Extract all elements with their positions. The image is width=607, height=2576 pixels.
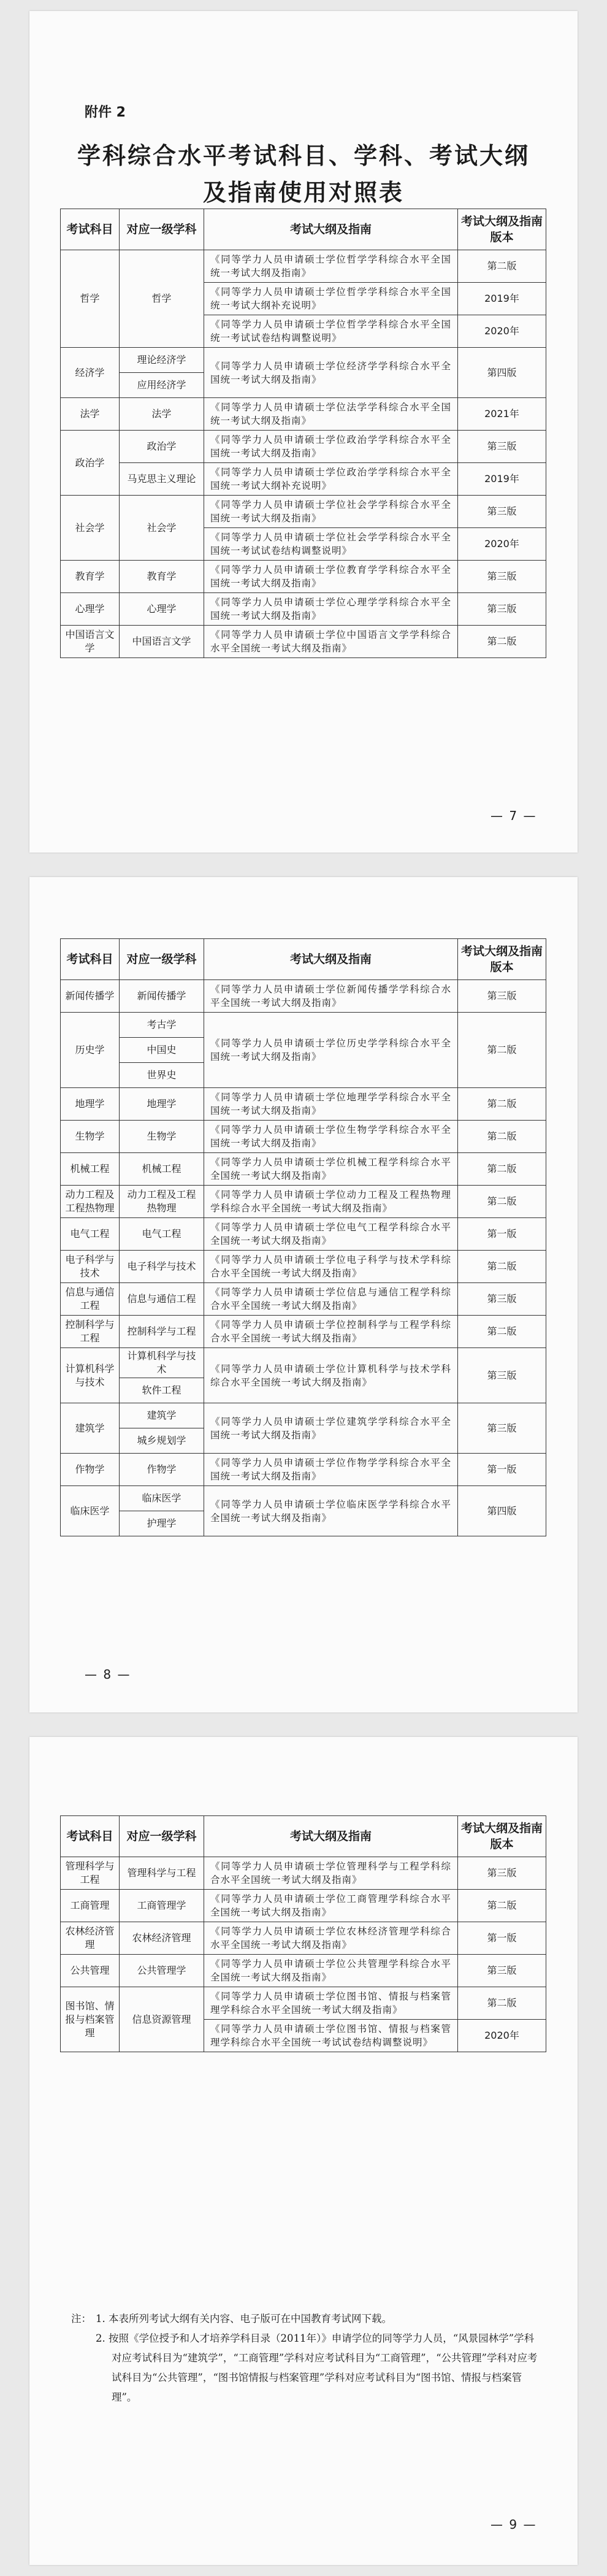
table-row — [61, 1218, 546, 1251]
table-row — [61, 496, 546, 528]
guide-cell: 《同等学力人员申请硕士学位工商管理学科综合水平全国统一考试大纲及指南》 — [204, 1890, 458, 1922]
guide-cell: 《同等学力人员申请硕士学位法学学科综合水平全国统一考试大纲及指南》 — [204, 398, 458, 431]
column-header: 对应一级学科 — [120, 1816, 204, 1857]
column-header: 对应一级学科 — [120, 209, 204, 250]
comparison-table-page-8 — [60, 938, 546, 1536]
guide-cell: 《同等学力人员申请硕士学位政治学学科综合水平全国统一考试大纲及指南》 — [204, 431, 458, 463]
discipline-cell: 哲学 — [120, 250, 204, 348]
guide-cell: 《同等学力人员申请硕士学位电气工程学科综合水平全国统一考试大纲及指南》 — [204, 1218, 458, 1251]
subject-cell: 中国语言文学 — [61, 626, 120, 658]
version-cell: 第一版 — [458, 1218, 546, 1251]
subject-cell: 教育学 — [61, 561, 120, 593]
table-row — [61, 561, 546, 593]
table-row — [61, 980, 546, 1013]
guide-cell: 《同等学力人员申请硕士学位地理学学科综合水平全国统一考试大纲及指南》 — [204, 1088, 458, 1121]
guide-cell: 《同等学力人员申请硕士学位哲学学科综合水平全国统一考试大纲补充说明》 — [204, 283, 458, 315]
discipline-cell: 电气工程 — [120, 1218, 204, 1251]
version-cell: 第二版 — [458, 626, 546, 658]
version-cell: 第二版 — [458, 1186, 546, 1218]
discipline-cell: 护理学 — [120, 1511, 204, 1536]
table-row — [61, 398, 546, 431]
guide-cell: 《同等学力人员申请硕士学位教育学学科综合水平全国统一考试大纲及指南》 — [204, 561, 458, 593]
subject-cell: 建筑学 — [61, 1403, 120, 1454]
column-header: 考试大纲及指南 — [204, 939, 458, 980]
guide-cell: 《同等学力人员申请硕士学位经济学学科综合水平全国统一考试大纲及指南》 — [204, 348, 458, 398]
discipline-cell: 世界史 — [120, 1063, 204, 1088]
guide-cell: 《同等学力人员申请硕士学位图书馆、情报与档案管理学科综合水平全国统一考试大纲及指南》 — [204, 1987, 458, 2020]
discipline-cell: 地理学 — [120, 1088, 204, 1121]
guide-cell: 《同等学力人员申请硕士学位临床医学学科综合水平全国统一考试大纲及指南》 — [204, 1486, 458, 1536]
guide-cell: 《同等学力人员申请硕士学位历史学学科综合水平全国统一考试大纲及指南》 — [204, 1013, 458, 1088]
comparison-table-page-7 — [60, 209, 546, 658]
subject-cell: 计算机科学与技术 — [61, 1348, 120, 1403]
discipline-cell: 法学 — [120, 398, 204, 431]
discipline-cell: 控制科学与工程 — [120, 1316, 204, 1348]
discipline-cell: 信息资源管理 — [120, 1987, 204, 2052]
column-header: 考试科目 — [61, 1816, 120, 1857]
guide-cell: 《同等学力人员申请硕士学位中国语言文学学科综合水平全国统一考试大纲及指南》 — [204, 626, 458, 658]
subject-cell: 历史学 — [61, 1013, 120, 1088]
table-row — [61, 1013, 546, 1038]
guide-cell: 《同等学力人员申请硕士学位心理学学科综合水平全国统一考试大纲及指南》 — [204, 593, 458, 626]
discipline-cell: 政治学 — [120, 431, 204, 463]
version-cell: 第一版 — [458, 1454, 546, 1486]
discipline-cell: 作物学 — [120, 1454, 204, 1486]
guide-cell: 《同等学力人员申请硕士学位社会学学科综合水平全国统一考试试卷结构调整说明》 — [204, 528, 458, 561]
version-cell: 第二版 — [458, 1251, 546, 1283]
subject-cell: 信息与通信工程 — [61, 1283, 120, 1316]
version-cell: 第三版 — [458, 561, 546, 593]
table-row — [61, 1088, 546, 1121]
subject-cell: 机械工程 — [61, 1153, 120, 1186]
guide-cell: 《同等学力人员申请硕士学位农林经济管理学科综合水平全国统一考试大纲及指南》 — [204, 1922, 458, 1955]
subject-cell: 哲学 — [61, 250, 120, 348]
discipline-cell: 临床医学 — [120, 1486, 204, 1511]
table-row — [61, 626, 546, 658]
version-cell: 第二版 — [458, 1153, 546, 1186]
version-cell: 第三版 — [458, 496, 546, 528]
version-cell: 第二版 — [458, 1890, 546, 1922]
subject-cell: 社会学 — [61, 496, 120, 561]
version-cell: 第二版 — [458, 1088, 546, 1121]
column-header: 考试大纲及指南 — [204, 1816, 458, 1857]
subject-cell: 电气工程 — [61, 1218, 120, 1251]
version-cell: 2021年 — [458, 398, 546, 431]
table-row — [61, 1486, 546, 1511]
page-number: — 8 — — [85, 1667, 131, 1682]
column-header: 考试大纲及指南 — [204, 209, 458, 250]
document-page-9 — [29, 1737, 578, 2565]
table-row — [61, 1251, 546, 1283]
column-header: 对应一级学科 — [120, 939, 204, 980]
notes-section — [71, 2309, 543, 2407]
discipline-cell: 中国语言文学 — [120, 626, 204, 658]
subject-cell: 作物学 — [61, 1454, 120, 1486]
column-header: 考试科目 — [61, 209, 120, 250]
table-row — [61, 348, 546, 373]
discipline-cell: 社会学 — [120, 496, 204, 561]
table-row — [61, 463, 546, 496]
table-row — [61, 1121, 546, 1153]
version-cell: 第二版 — [458, 1316, 546, 1348]
note-item: 2. 按照《学位授予和人才培养学科目录（2011年）》申请学位的同等学力人员，“风景园林学”学科对应考试科目为“建筑学”，“工商管理”学科对应考试科目为“工商管理”，“公共管理”学科对应考试科目为“公共管理”，“图书馆情报与档案管理”学科对应考试科目为“图书馆、情报与档案管理”。 — [96, 2333, 538, 2403]
subject-cell: 地理学 — [61, 1088, 120, 1121]
subject-cell: 政治学 — [61, 431, 120, 496]
discipline-cell: 农林经济管理 — [120, 1922, 204, 1955]
version-cell: 2019年 — [458, 463, 546, 496]
subject-cell: 控制科学与工程 — [61, 1316, 120, 1348]
document-page-7 — [29, 11, 578, 853]
version-cell: 第三版 — [458, 1283, 546, 1316]
subject-cell: 电子科学与技术 — [61, 1251, 120, 1283]
table-row — [61, 1283, 546, 1316]
guide-cell: 《同等学力人员申请硕士学位新闻传播学学科综合水平全国统一考试大纲及指南》 — [204, 980, 458, 1013]
version-cell: 2020年 — [458, 2020, 546, 2052]
table-row — [61, 1955, 546, 1987]
version-cell: 第一版 — [458, 1922, 546, 1955]
discipline-cell: 心理学 — [120, 593, 204, 626]
subject-cell: 临床医学 — [61, 1486, 120, 1536]
table-row — [61, 1153, 546, 1186]
discipline-cell: 计算机科学与技术 — [120, 1348, 204, 1378]
version-cell: 第四版 — [458, 1486, 546, 1536]
document-title-line-1: 学科综合水平考试科目、学科、考试大纲 — [77, 142, 530, 169]
column-header: 考试大纲及指南版本 — [458, 209, 546, 250]
version-cell: 第二版 — [458, 1987, 546, 2020]
guide-cell: 《同等学力人员申请硕士学位图书馆、情报与档案管理学科综合水平全国统一考试试卷结构调整说明》 — [204, 2020, 458, 2052]
subject-cell: 图书馆、情报与档案管理 — [61, 1987, 120, 2052]
version-cell: 第三版 — [458, 431, 546, 463]
column-header: 考试大纲及指南版本 — [458, 939, 546, 980]
subject-cell: 管理科学与工程 — [61, 1857, 120, 1890]
guide-cell: 《同等学力人员申请硕士学位政治学学科综合水平全国统一考试大纲补充说明》 — [204, 463, 458, 496]
guide-cell: 《同等学力人员申请硕士学位管理科学与工程学科综合水平全国统一考试大纲及指南》 — [204, 1857, 458, 1890]
subject-cell: 经济学 — [61, 348, 120, 398]
discipline-cell: 电子科学与技术 — [120, 1251, 204, 1283]
guide-cell: 《同等学力人员申请硕士学位哲学学科综合水平全国统一考试试卷结构调整说明》 — [204, 315, 458, 348]
page-number: — 9 — — [491, 2517, 537, 2532]
table-row — [61, 1316, 546, 1348]
guide-cell: 《同等学力人员申请硕士学位建筑学学科综合水平全国统一考试大纲及指南》 — [204, 1403, 458, 1454]
table-row — [61, 1857, 546, 1890]
version-cell: 第四版 — [458, 348, 546, 398]
guide-cell: 《同等学力人员申请硕士学位生物学学科综合水平全国统一考试大纲及指南》 — [204, 1121, 458, 1153]
table-row — [61, 1987, 546, 2020]
discipline-cell: 信息与通信工程 — [120, 1283, 204, 1316]
version-cell: 2020年 — [458, 528, 546, 561]
guide-cell: 《同等学力人员申请硕士学位控制科学与工程学科综合水平全国统一考试大纲及指南》 — [204, 1316, 458, 1348]
discipline-cell: 机械工程 — [120, 1153, 204, 1186]
guide-cell: 《同等学力人员申请硕士学位动力工程及工程热物理学科综合水平全国统一考试大纲及指南》 — [204, 1186, 458, 1218]
version-cell: 第二版 — [458, 250, 546, 283]
version-cell: 第三版 — [458, 1955, 546, 1987]
subject-cell: 工商管理 — [61, 1890, 120, 1922]
note-item: 1. 本表所列考试大纲有关内容、电子版可在中国教育考试网下载。 — [96, 2313, 392, 2325]
guide-cell: 《同等学力人员申请硕士学位电子科学与技术学科综合水平全国统一考试大纲及指南》 — [204, 1251, 458, 1283]
discipline-cell: 考古学 — [120, 1013, 204, 1038]
version-cell: 第三版 — [458, 1403, 546, 1454]
comparison-table-page-9 — [60, 1815, 546, 2052]
document-title-line-2: 及指南使用对照表 — [202, 178, 404, 206]
discipline-cell: 动力工程及工程热物理 — [120, 1186, 204, 1218]
discipline-cell: 马克思主义理论 — [120, 463, 204, 496]
guide-cell: 《同等学力人员申请硕士学位计算机科学与技术学科综合水平全国统一考试大纲及指南》 — [204, 1348, 458, 1403]
guide-cell: 《同等学力人员申请硕士学位机械工程学科综合水平全国统一考试大纲及指南》 — [204, 1153, 458, 1186]
discipline-cell: 新闻传播学 — [120, 980, 204, 1013]
guide-cell: 《同等学力人员申请硕士学位作物学学科综合水平全国统一考试大纲及指南》 — [204, 1454, 458, 1486]
guide-cell: 《同等学力人员申请硕士学位信息与通信工程学科综合水平全国统一考试大纲及指南》 — [204, 1283, 458, 1316]
discipline-cell: 中国史 — [120, 1038, 204, 1063]
table-row — [61, 250, 546, 283]
version-cell: 第三版 — [458, 980, 546, 1013]
table-row — [61, 1890, 546, 1922]
header-row — [61, 939, 546, 980]
version-cell: 第三版 — [458, 593, 546, 626]
version-cell: 第三版 — [458, 1348, 546, 1403]
notes-label: 注： — [71, 2313, 91, 2325]
discipline-cell: 教育学 — [120, 561, 204, 593]
discipline-cell: 工商管理学 — [120, 1890, 204, 1922]
discipline-cell: 建筑学 — [120, 1403, 204, 1428]
column-header: 考试科目 — [61, 939, 120, 980]
guide-cell: 《同等学力人员申请硕士学位公共管理学科综合水平全国统一考试大纲及指南》 — [204, 1955, 458, 1987]
subject-cell: 公共管理 — [61, 1955, 120, 1987]
table-row — [61, 1348, 546, 1378]
discipline-cell: 软件工程 — [120, 1378, 204, 1403]
column-header: 考试大纲及指南版本 — [458, 1816, 546, 1857]
table-row — [61, 1186, 546, 1218]
page-number: — 7 — — [491, 808, 537, 823]
document-page-8 — [29, 877, 578, 1712]
guide-cell: 《同等学力人员申请硕士学位社会学学科综合水平全国统一考试大纲及指南》 — [204, 496, 458, 528]
subject-cell: 农林经济管理 — [61, 1922, 120, 1955]
version-cell: 2020年 — [458, 315, 546, 348]
discipline-cell: 理论经济学 — [120, 348, 204, 373]
table-row — [61, 1922, 546, 1955]
subject-cell: 动力工程及工程热物理 — [61, 1186, 120, 1218]
subject-cell: 法学 — [61, 398, 120, 431]
version-cell: 2019年 — [458, 283, 546, 315]
subject-cell: 生物学 — [61, 1121, 120, 1153]
table-row — [61, 593, 546, 626]
table-row — [61, 1454, 546, 1486]
table-row — [61, 431, 546, 463]
discipline-cell: 生物学 — [120, 1121, 204, 1153]
header-row — [61, 1816, 546, 1857]
subject-cell: 心理学 — [61, 593, 120, 626]
header-row — [61, 209, 546, 250]
subject-cell: 新闻传播学 — [61, 980, 120, 1013]
attachment-label: 附件 2 — [85, 105, 126, 120]
discipline-cell: 管理科学与工程 — [120, 1857, 204, 1890]
version-cell: 第二版 — [458, 1121, 546, 1153]
discipline-cell: 城乡规划学 — [120, 1428, 204, 1454]
table-row — [61, 1403, 546, 1428]
version-cell: 第三版 — [458, 1857, 546, 1890]
discipline-cell: 应用经济学 — [120, 373, 204, 398]
discipline-cell: 公共管理学 — [120, 1955, 204, 1987]
version-cell: 第二版 — [458, 1013, 546, 1088]
guide-cell: 《同等学力人员申请硕士学位哲学学科综合水平全国统一考试大纲及指南》 — [204, 250, 458, 283]
